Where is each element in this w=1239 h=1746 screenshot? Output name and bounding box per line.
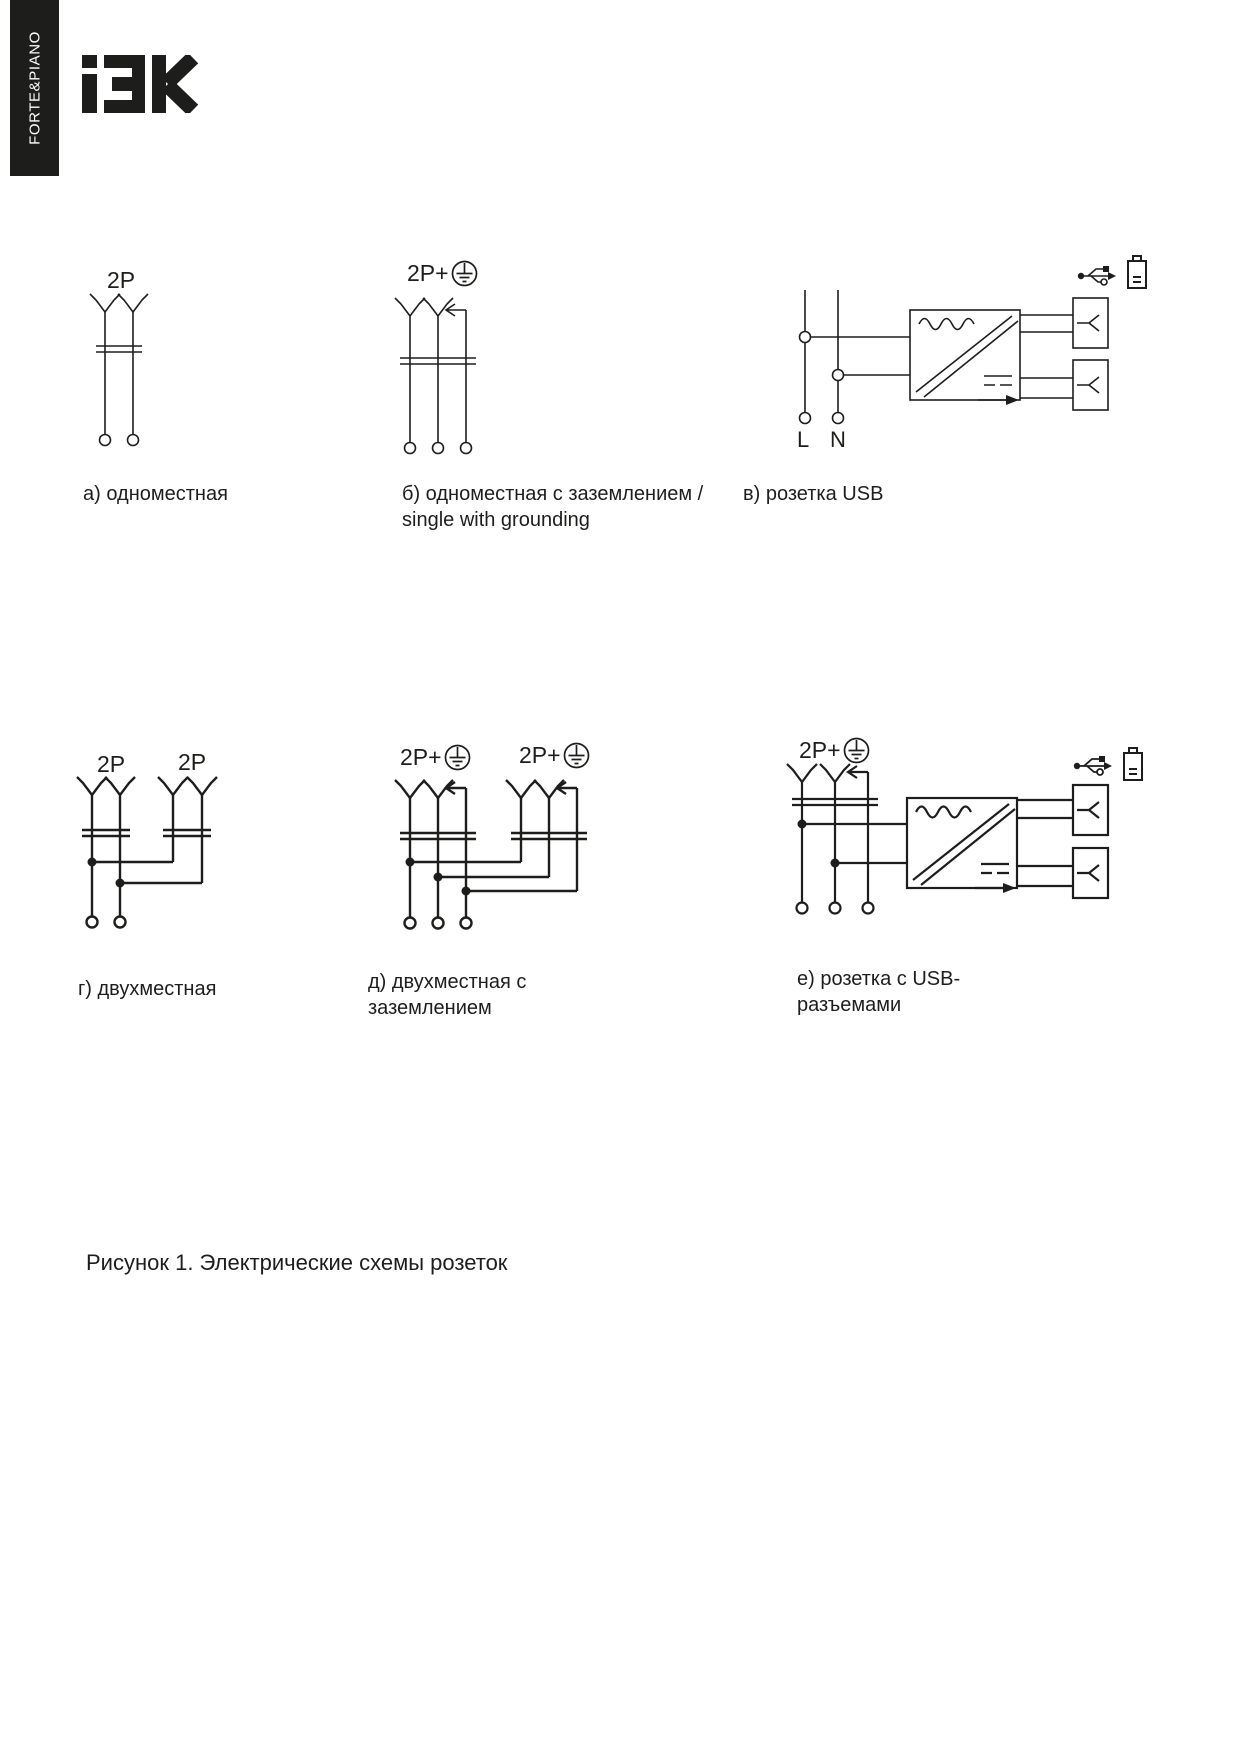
terminal-label-neutral: N — [830, 427, 846, 452]
caption-e-line1: е) розетка с USB- — [797, 968, 961, 990]
caption-b — [402, 481, 703, 533]
caption-d-line2: заземлением — [368, 997, 492, 1019]
battery-icon — [1128, 256, 1146, 288]
pole-label-g-left: 2P — [97, 751, 126, 777]
usb-contact-fork — [1077, 865, 1099, 881]
pole-label-b — [407, 260, 478, 287]
socket-contact-fork — [105, 777, 135, 795]
caption-e-line2: разъемами — [797, 994, 902, 1016]
terminal — [405, 918, 416, 929]
earth-icon — [843, 737, 870, 764]
junction-dot — [798, 820, 807, 829]
socket-contact-fork — [787, 764, 817, 782]
earth-pin-arrow — [848, 766, 868, 778]
terminal — [830, 903, 841, 914]
usb-contact-fork — [1077, 315, 1099, 331]
output-arrow — [1006, 395, 1019, 405]
caption-g: г) двухместная — [78, 978, 217, 1000]
diagram-a-single-socket — [90, 294, 148, 446]
socket-contact-fork — [77, 777, 107, 795]
earth-icon — [444, 744, 471, 771]
ac-sine-symbol — [916, 807, 971, 818]
junction-dot — [406, 858, 415, 867]
terminal — [115, 917, 126, 928]
socket-contact-fork — [158, 777, 188, 795]
caption-e — [797, 966, 960, 1018]
terminal — [87, 917, 98, 928]
socket-contact-fork — [395, 298, 425, 316]
pole-label-b-text: 2P+ — [407, 260, 449, 286]
earth-icon — [451, 260, 478, 287]
usb-contact-fork — [1077, 377, 1099, 393]
socket-contact-fork — [395, 780, 425, 798]
socket-contact-fork — [187, 777, 217, 795]
pole-label-a: 2P — [107, 267, 136, 293]
earth-icon — [563, 742, 590, 769]
terminal — [800, 413, 811, 424]
output-arrow — [1003, 883, 1016, 893]
pole-label-d-left — [400, 744, 471, 771]
socket-base-bars — [163, 830, 211, 836]
caption-b-line2: single with grounding — [402, 509, 590, 531]
terminal — [461, 918, 472, 929]
terminal — [797, 903, 808, 914]
junction-dot — [462, 887, 471, 896]
caption-a: а) одноместная — [83, 483, 228, 505]
series-label: FORTE&PIANO — [26, 31, 43, 145]
pole-label-g-right: 2P — [178, 749, 207, 775]
tap-node — [833, 370, 844, 381]
caption-b-line1: б) одноместная с заземлением / — [402, 483, 704, 505]
caption-d-line1: д) двухместная с — [368, 971, 527, 993]
pole-label-e-text: 2P+ — [799, 737, 841, 763]
dc-symbol — [984, 376, 1012, 385]
terminal-label-line: L — [797, 427, 810, 452]
terminal — [833, 413, 844, 424]
terminal — [128, 435, 139, 446]
socket-contact-fork — [820, 764, 850, 782]
earth-pin-arrow — [446, 304, 466, 316]
figure-caption: Рисунок 1. Электрические схемы розеток — [86, 1250, 508, 1275]
diagram-b-single-grounded-socket — [395, 298, 476, 454]
caption-v: в) розетка USB — [743, 483, 884, 505]
dc-symbol — [981, 864, 1009, 873]
terminal — [405, 443, 416, 454]
socket-contact-fork — [90, 294, 120, 312]
pole-label-e — [799, 737, 870, 764]
junction-dot — [88, 858, 97, 867]
pole-label-d-left-text: 2P+ — [400, 744, 442, 770]
usb-contact-fork — [1077, 802, 1099, 818]
socket-base-bars — [82, 830, 130, 836]
diagram-g-double-socket — [77, 777, 217, 928]
socket-contact-fork — [423, 298, 453, 316]
usb-icon — [1078, 266, 1116, 285]
diagram-v-usb-socket — [800, 256, 1147, 424]
ac-sine-symbol — [919, 319, 974, 330]
terminal — [433, 443, 444, 454]
pole-label-d-right-text: 2P+ — [519, 742, 561, 768]
usb-icon — [1074, 756, 1112, 775]
socket-base-bars — [96, 346, 142, 352]
junction-dot — [831, 859, 840, 868]
battery-icon — [1124, 748, 1142, 780]
junction-dot — [434, 873, 443, 882]
diagram-e-socket-with-usb — [787, 748, 1142, 914]
socket-contact-fork — [506, 780, 536, 798]
tap-node — [800, 332, 811, 343]
caption-d — [368, 969, 526, 1021]
terminal — [433, 918, 444, 929]
terminal — [461, 443, 472, 454]
pole-label-d-right — [519, 742, 590, 769]
socket-contact-fork — [118, 294, 148, 312]
junction-dot — [116, 879, 125, 888]
terminal — [100, 435, 111, 446]
diagram-d-double-grounded-socket — [395, 780, 587, 929]
terminal — [863, 903, 874, 914]
